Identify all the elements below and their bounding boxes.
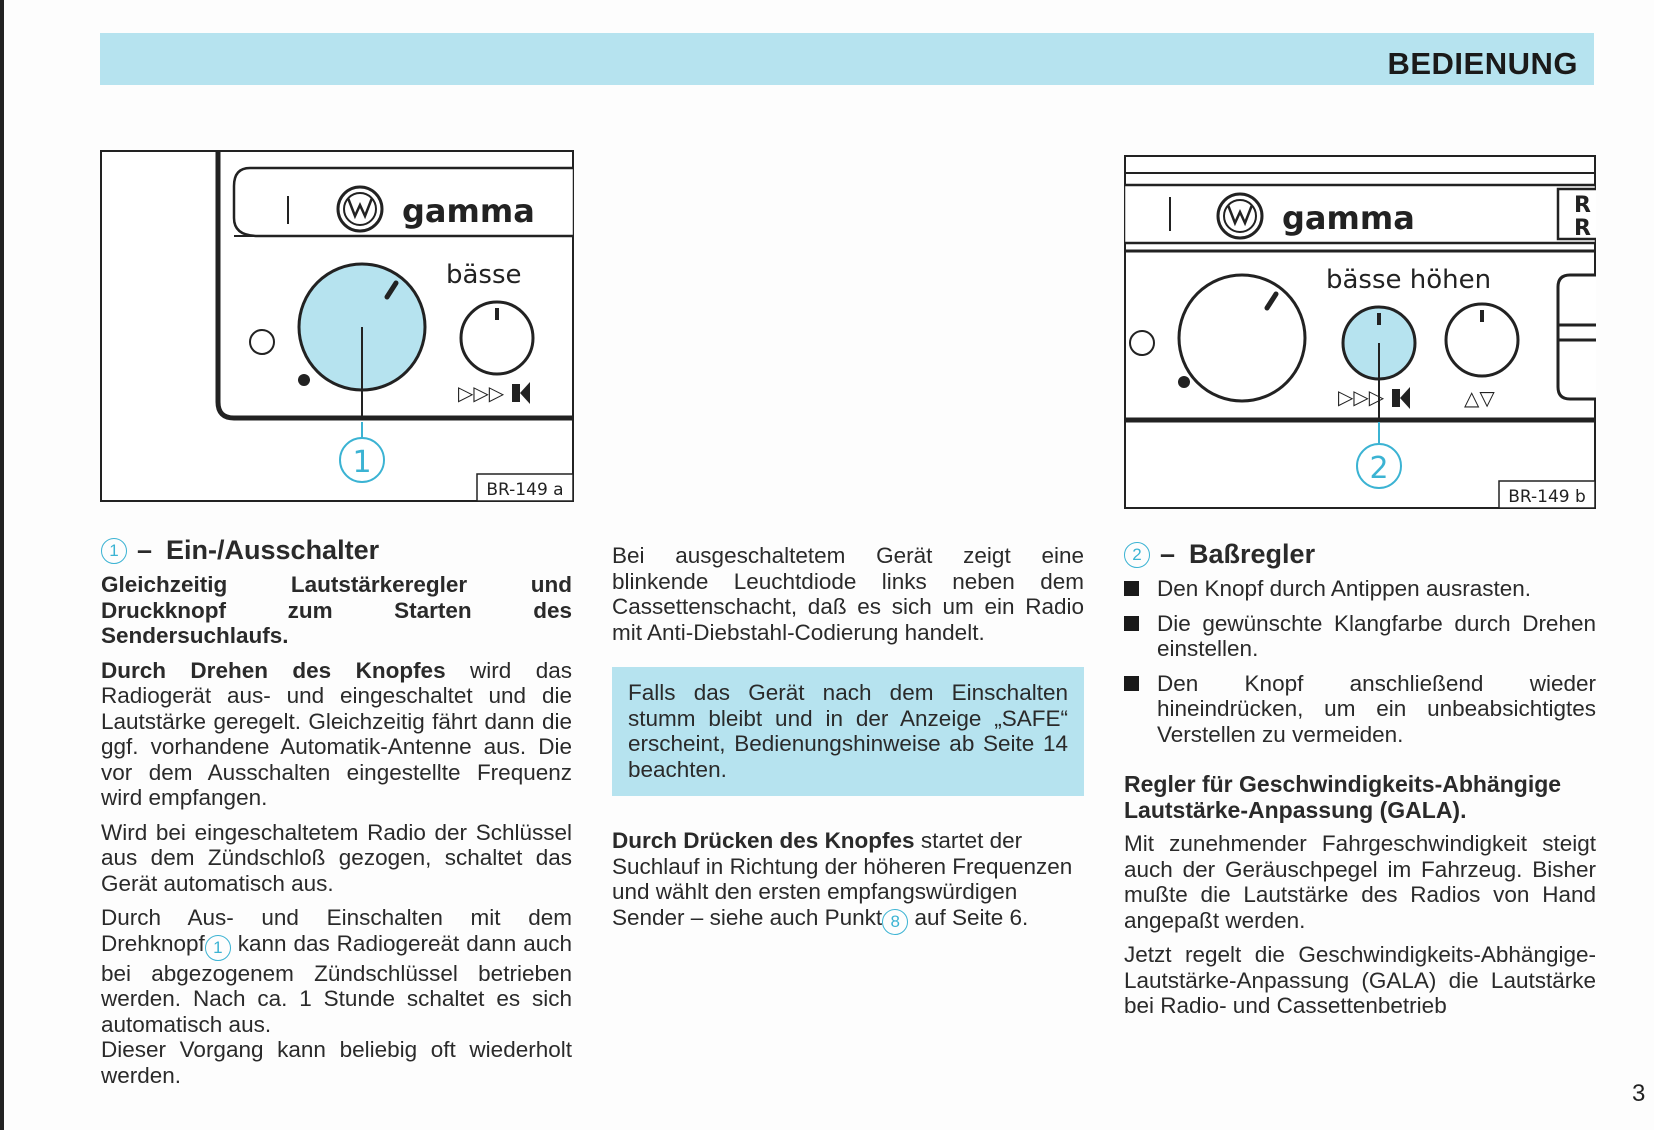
section-heading-power: 1 – Ein-/Ausschalter bbox=[101, 538, 572, 564]
svg-text:2: 2 bbox=[1369, 451, 1389, 486]
page-edge-shadow bbox=[0, 0, 4, 1130]
paragraph-turn-knob: Durch Drehen des Knopfes wird das Radiogerät aus- und eingeschaltet und die Lautstärke geregelt. Gleichzeitig fährt dann die ggf. vorhandene Automatik-Antenne aus. Die vor dem Ausschalten eingestellte Frequenz wird empfangen. bbox=[101, 657, 572, 810]
inline-ref-1: 1 bbox=[205, 935, 231, 961]
callout-ref-2: 2 bbox=[1124, 542, 1150, 568]
brand-name-b: gamma bbox=[1282, 199, 1415, 237]
power-volume-knob bbox=[1179, 275, 1305, 401]
inline-ref-8: 8 bbox=[882, 909, 908, 935]
paragraph-key-removed: Wird bei eingeschaltetem Radio der Schlüssel aus dem Zündschloß gezogen, schaltet das Gerät automatisch aus. bbox=[101, 819, 572, 896]
figure-radio-bass-knob bbox=[1124, 155, 1596, 509]
figure-code-a: BR-149 a bbox=[486, 480, 564, 500]
column-bass-control bbox=[1124, 539, 1596, 1028]
paragraph-operate-without-key: Durch Aus- und Einschalten mit dem Drehknopf 1 kann das Radiogereät dann auch bei abgezogenem Zündschlüssel betrieben werden. Nach ca. 1 Stunde schaltet es sich automatisch aus. bbox=[101, 905, 572, 1037]
svg-text:R: R bbox=[1574, 193, 1591, 218]
safe-note-box: Falls das Gerät nach dem Einschalten stumm bleibt und in der Anzeige „SAFE“ erscheint, Bedienungshinweise ab Seite 14 beachten. bbox=[612, 667, 1084, 796]
section-heading-bass: 2 – Baßregler bbox=[1124, 542, 1596, 568]
column-led-info bbox=[612, 543, 1084, 944]
paragraph-noise: Mit zunehmender Fahrgeschwindigkeit steigt auch der Geräuschpegel im Fahrzeug. Bisher mußte die Lautstärke des Radios von Hand angepaßt werden. bbox=[1124, 831, 1596, 933]
brand-name-a: gamma bbox=[402, 192, 535, 230]
bass-knob-label-a: bässe bbox=[446, 260, 522, 290]
gala-heading: Regler für Geschwindigkeits-Abhängige Lautstärke-Anpassung (GALA). bbox=[1124, 771, 1562, 823]
column-power-switch bbox=[101, 535, 572, 1097]
bullet-item: Die gewünschte Klangfarbe durch Drehen einstellen. bbox=[1124, 611, 1596, 662]
paragraph-repeat: Dieser Vorgang kann beliebig oft wiederholt werden. bbox=[101, 1037, 572, 1088]
bullet-item: Den Knopf durch Antippen ausrasten. bbox=[1124, 576, 1596, 602]
seek-arrows-icon: ▷▷▷ bbox=[458, 381, 505, 405]
tone-triangles-icon: △▽ bbox=[1464, 386, 1495, 410]
callout-ref-1: 1 bbox=[101, 538, 127, 564]
page-number: 3 bbox=[1632, 1080, 1646, 1107]
section-header-bar bbox=[100, 33, 1594, 85]
figure-code-b: BR-149 b bbox=[1508, 487, 1586, 507]
paragraph-press-knob: Durch Drücken des Knopfes startet der Suchlauf in Richtung der höheren Frequenzen und wählt den ersten empfangswürdigen Sender – siehe auch Punkt 8 auf Seite 6. bbox=[612, 828, 1084, 935]
svg-text:1: 1 bbox=[352, 445, 372, 480]
svg-text:R: R bbox=[1574, 216, 1591, 241]
figure-radio-power-knob bbox=[100, 150, 574, 502]
section-title: BEDIENUNG bbox=[1387, 46, 1578, 81]
paragraph-led: Bei ausgeschaltetem Gerät zeigt eine blinkende Leuchtdiode links neben dem Cassettenschacht, daß es sich um ein Radio mit Anti-Diebstahl-Codierung handelt. bbox=[612, 543, 1084, 645]
seek-arrows-icon: ▷▷▷ bbox=[1338, 385, 1385, 409]
paragraph-gala: Jetzt regelt die Geschwindigkeits-Abhängige-Lautstärke-Anpassung (GALA) die Lautstärke bei Radio- und Cassettenbetrieb bbox=[1124, 942, 1596, 1018]
tone-knob-labels-b: bässe höhen bbox=[1326, 265, 1492, 295]
bullet-item: Den Knopf anschließend wieder hineindrücken, um ein unbeabsichtigtes Verstellen zu vermeiden. bbox=[1124, 671, 1596, 748]
intro-paragraph: Gleichzeitig Lautstärkeregler und Druckknopf zum Starten des Sendersuchlaufs. bbox=[101, 572, 572, 648]
